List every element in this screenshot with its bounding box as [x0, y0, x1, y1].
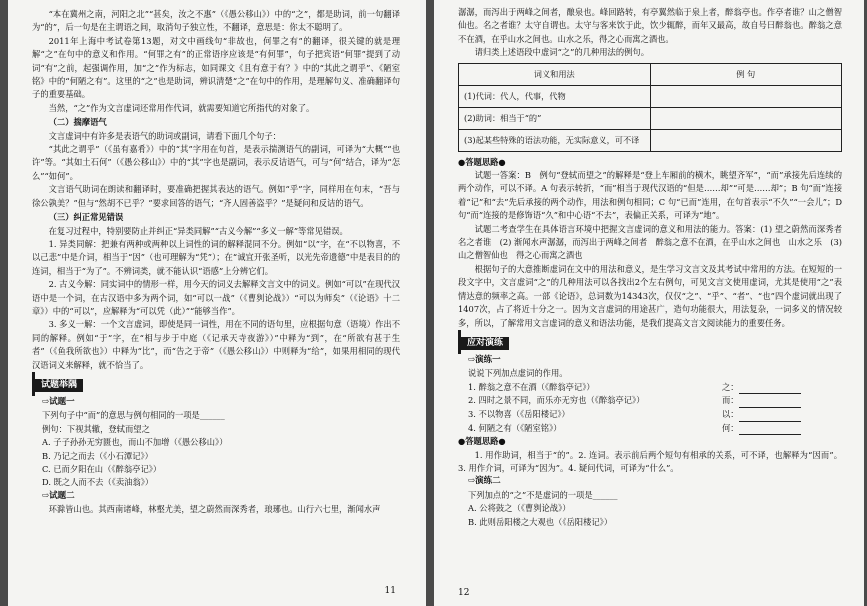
section-heading: （二）揣摩语气 [48, 117, 107, 128]
option: C. 已而夕阳在山（《醉翁亭记》） [42, 464, 162, 474]
answer-blank[interactable] [739, 384, 801, 394]
paragraph: “本在冀州之南，河阳之北”“甚矣，汝之不惠”（《愚公移山》）中的“之”，都是助词，前一句翻译为“的”，后一句是在主谓语之间，取消句子独立性，不翻译，意思是：你太不聪明了。 [32, 9, 400, 33]
table-cell: (2)助词：相当于“的” [459, 107, 651, 129]
paragraph: 潺潺，而泻出于两峰之间者，酿泉也。峰回路转，有亭翼然临于泉上者，醉翁亭也。作亭者谁？山之僧智仙也。名之者谁？太守自谓也。太守与客来饮于此，饮少辄醉，而年又最高，故自号曰醉翁也。醉翁之意不在酒，在乎山水之间也。山水之乐，得之心而寓之酒也。 [458, 7, 842, 44]
paragraph: 2011年上海中考试卷第13题，对文中画线句“非故也，何罪之有”的翻译，很关键的就是理解“之”在句中的意义和作用。“何罪之有”的正常语序应该是“有何罪”，句子把宾语“何罪”提到了动词“有”之前，起强调作用，加“之”作为标志，如同课文《且有意于有？》中的“其此之谓乎”、《陋室铭》中的“何陋之有”。这里的“之”也是助词，辨识清楚“之”在句中的作用，是理解句义、准确翻译句子的重要基础。 [32, 35, 400, 100]
table-row [459, 129, 842, 151]
exercise-item [458, 381, 842, 395]
answer-blank[interactable] [739, 425, 801, 435]
exercise-key: 以： [722, 408, 739, 419]
paragraph: 1. 异类同解：把兼有两种或两种以上词性的词的解释混同不分。例如“以”字，在“不以物喜，不以己悲”中是介词，相当于“因”（也可理解为“凭”）；在“诚宜开张圣听，以光先帝遗德”中是表目的的连词，相当于“为了”。不辨词类，就不能认识“语感”上分辨它们。 [32, 238, 400, 276]
exercise-question: 1. 醉翁之意不在酒（《醉翁亭记》） [468, 381, 595, 392]
paragraph: 请归类上述语段中虚词“之”的几种用法的例句。 [474, 47, 650, 58]
exercise-marker: ⇨演练二 [468, 476, 501, 487]
paragraph: 文言语气助词在朗读和翻译时，要准确把握其表达的语气。例如“乎”字，同样用在句末，“吾与徐公孰美？”但与“然胡不已乎？”要求回答的语气；“齐人固善盗乎？”是疑问和反诘的语气。 [32, 184, 400, 208]
paragraph: 根据句子的大意推断虚词在文中的用法和意义，是生学习文言文及其考试中常用的方法。在短短的一段文字中，文言虚词“之”的几种用法可以各找出2个左右例句，可见文言文使用虚词，尤其是使用“之”表情达意的频率之高。一部《论语》，总词数为14343次，仅仅“之”、“乎”、“者”、“也”四个虚词就出现了1407次，占了将近十分之一。因为文言虚词的用途甚广，造句功能很大，用法复杂，一词多义的情况较多，所以，了解常用文言虚词的意义和语法功能，是我们提高文言文阅读能力的重要任务。 [458, 263, 842, 328]
option: A. 公将鼓之（《曹刿论战》） [468, 503, 571, 514]
exercise-key: 而： [722, 395, 739, 406]
paragraph: 当然，“之”作为文言虚词还常用作代词，就需要知道它所指代的对象了。 [48, 102, 315, 113]
usage-table [458, 63, 842, 152]
paragraph: 试题二考查学生在具体语言环境中把握文言虚词的意义和用法的能力。答案：(1) 望之蔚然而深秀者 名之者谁 (2) 渐闻水声潺潺，而泻出于两峰之间者 醉翁之意不在酒，在乎山水之间也 山水之乐 (3) 山之僧智仙也 得之心而寓之酒也 [458, 223, 851, 261]
section-tag-bar [32, 372, 400, 396]
option: D. 既之人而不去（《卖油翁》） [42, 477, 154, 488]
exercise-question: 4. 何陋之有（《陋室铭》） [468, 422, 562, 433]
paragraph: 文言虚词中有许多是表语气的助词或副词，请看下面几个句子： [48, 130, 281, 141]
table-cell-empty [650, 107, 842, 129]
exercise-stem: 说说下列加点虚词的作用。 [468, 368, 568, 379]
question-marker: ⇨试题二 [42, 490, 75, 501]
exercise-key: 何： [722, 422, 739, 433]
exercise-key: 之： [722, 381, 739, 392]
table-cell-empty [650, 85, 842, 107]
table-header: 例 句 [650, 63, 842, 85]
table-row [459, 85, 842, 107]
answer-marker: ●答题思路● [458, 156, 506, 167]
page-number: 11 [384, 586, 396, 596]
answer-blank[interactable] [739, 398, 801, 408]
option: A. 子子孙孙无穷匮也，而山不加增（《愚公移山》） [42, 437, 228, 448]
section-tag: 试题举隅 [35, 379, 83, 392]
answer-blank[interactable] [739, 412, 801, 422]
exercise-question: 3. 不以物喜（《岳阳楼记》） [468, 408, 570, 419]
section-tag-bar [458, 330, 842, 354]
exercise-question: 2. 四时之景不同，而乐亦无穷也（《醉翁亭记》） [468, 395, 645, 406]
section-heading: （三）纠正常见错误 [48, 212, 124, 223]
left-page [8, 0, 426, 606]
exercise-item [458, 422, 842, 436]
exercise-stem: 下列加点的“之”不是虚词的一项是______ [468, 489, 618, 500]
answer-marker: ●答题思路● [458, 436, 506, 447]
paragraph: 环滁皆山也。其西南诸峰，林壑尤美，望之蔚然而深秀者，琅琊也。山行六七里，渐闻水声 [48, 504, 381, 515]
paragraph: 试题一答案：B 例句“登轼而望之”的解释是“登上车厢前的横木，眺望齐军”，“而”承接先后连续的两个动作，可以不译。A 句表示转折，“而”相当于现代汉语的“但是……却”“可是……却”；B 句“而”连接着“记”和“去”先后承接的两个动作，用法和例句相同；C 句“已而”连用，在句首表示“不久”“一会儿”；D 句“而”连接的是修饰语“久”和中心语“不去”，表偏正关系，可译为“地”。 [458, 170, 842, 221]
option: B. 此则岳阳楼之大观也（《岳阳楼记》） [468, 516, 613, 527]
paragraph: “其此之谓乎”（《虽有嘉肴》）中的“其”字用在句首，是表示揣测语气的副词，可译为“大概”“也许”等。“其如土石何”（《愚公移山》）中的“其”字也是副词，表示反诘语气，可与“何”结合，译为“怎么”“如何”。 [32, 144, 400, 181]
table-cell: (3)起某些特殊的语法功能，无实际意义，可不译 [459, 129, 651, 151]
paragraph: 1. 用作助词，相当于“的”。2. 连词。表示前后两个短句有相承的关系，可不译，也解释为“因而”。3. 用作介词，可译为“因为”。4. 疑问代词，可译为“什么”。 [458, 449, 842, 473]
question-marker: ⇨试题一 [42, 396, 75, 407]
right-page [434, 0, 864, 606]
option: B. 乃记之而去（《小石潭记》） [42, 450, 153, 461]
table-cell: (1)代词：代人，代事，代物 [459, 85, 651, 107]
page-number: 12 [458, 588, 470, 598]
question-example: 例句：下视其辙，登轼而望之 [42, 423, 150, 434]
table-header: 词义和用法 [459, 63, 651, 85]
table-cell-empty [650, 129, 842, 151]
paragraph: 在复习过程中，特别要防止并纠正“异类同解”“古义今解”“多义一解”等常见错误。 [48, 225, 348, 236]
exercise-item [458, 408, 842, 422]
table-row [459, 107, 842, 129]
paragraph: 2. 古义今解：同实词中的情形一样，用今天的词义去解释文言文中的词义。例如“可以”在现代汉语中是一个词，在古汉语中多为两个词，如“可以一战”（《曹刿论战》）“可以为师矣”（《论语》十二章》）中的“可以”，应解释为“可以凭（此）”“能够当作”。 [32, 279, 400, 316]
section-tag: 应对演练 [461, 337, 509, 350]
exercise-item [458, 394, 842, 408]
paragraph: 3. 多义一解：一个文言虚词，即使是同一词性，用在不同的语句里，应根据句意（语境）作出不同的解释。例如“于”字，在“相与步于中庭（《记承天寺夜游》）”中释为“到”，在“所欲有甚于生者”（《鱼我所欲也》）中释为“比”，而“告之于帝”（《愚公移山》）中则释为“给”，如果用相同的现代汉语词义来解释，就不恰当了。 [32, 319, 400, 370]
question-stem: 下列句子中“而”的意思与例句相同的一项是______ [42, 410, 225, 421]
exercise-marker: ⇨演练一 [468, 354, 501, 365]
